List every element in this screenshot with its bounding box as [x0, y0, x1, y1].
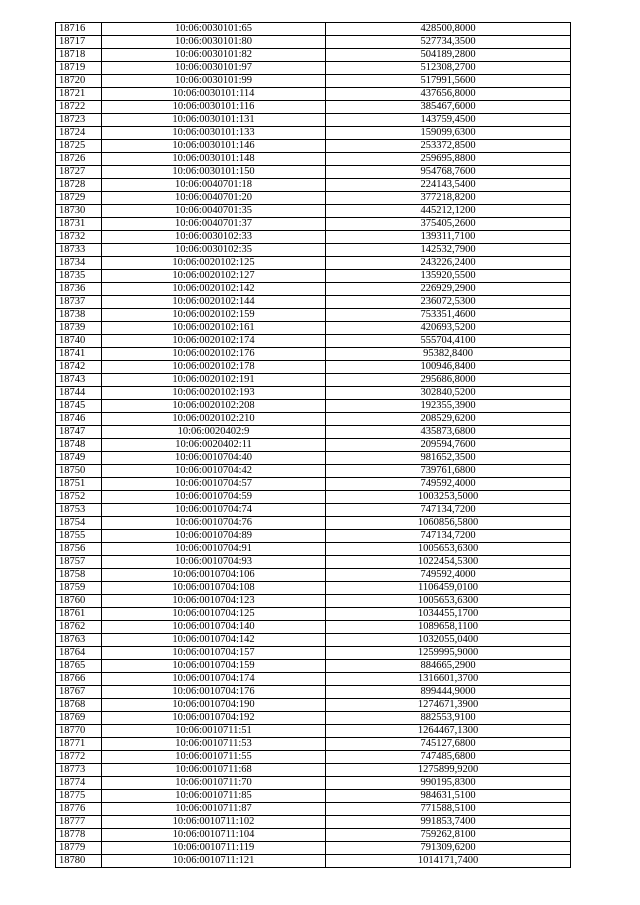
value-cell: 512308,2700: [326, 62, 571, 75]
cadastral-number-cell: 10:06:0030101:148: [102, 153, 326, 166]
cadastral-number-cell: 10:06:0030101:146: [102, 140, 326, 153]
cadastral-number-cell: 10:06:0010711:68: [102, 764, 326, 777]
table-row: [56, 660, 571, 673]
table-row: [56, 231, 571, 244]
value-cell: 899444,9000: [326, 686, 571, 699]
value-cell: 437656,8000: [326, 88, 571, 101]
cadastral-number-cell: 10:06:0020102:191: [102, 374, 326, 387]
value-cell: 990195,8300: [326, 777, 571, 790]
row-number-cell: 18735: [56, 270, 102, 283]
value-cell: 236072,5300: [326, 296, 571, 309]
value-cell: 555704,4100: [326, 335, 571, 348]
cadastral-number-cell: 10:06:0010704:174: [102, 673, 326, 686]
value-cell: 884665,2900: [326, 660, 571, 673]
table-row: [56, 842, 571, 855]
cadastral-number-cell: 10:06:0010704:76: [102, 517, 326, 530]
cadastral-number-cell: 10:06:0010704:93: [102, 556, 326, 569]
table-row: [56, 127, 571, 140]
table-row: [56, 153, 571, 166]
table-row: [56, 296, 571, 309]
cadastral-number-cell: 10:06:0010704:89: [102, 530, 326, 543]
value-cell: 749592,4000: [326, 569, 571, 582]
value-cell: 420693,5200: [326, 322, 571, 335]
table-row: [56, 309, 571, 322]
table-body: [56, 23, 571, 868]
row-number-cell: 18746: [56, 413, 102, 426]
table-row: [56, 465, 571, 478]
table-row: [56, 374, 571, 387]
row-number-cell: 18766: [56, 673, 102, 686]
value-cell: 747134,7200: [326, 530, 571, 543]
cadastral-number-cell: 10:06:0020102:176: [102, 348, 326, 361]
row-number-cell: 18770: [56, 725, 102, 738]
table-row: [56, 829, 571, 842]
row-number-cell: 18724: [56, 127, 102, 140]
cadastral-number-cell: 10:06:0020102:127: [102, 270, 326, 283]
row-number-cell: 18743: [56, 374, 102, 387]
table-row: [56, 140, 571, 153]
cadastral-number-cell: 10:06:0010704:108: [102, 582, 326, 595]
table-row: [56, 686, 571, 699]
value-cell: 1089658,1100: [326, 621, 571, 634]
cadastral-number-cell: 10:06:0010704:142: [102, 634, 326, 647]
row-number-cell: 18716: [56, 23, 102, 36]
cadastral-number-cell: 10:06:0010711:121: [102, 855, 326, 868]
cadastral-number-cell: 10:06:0010711:51: [102, 725, 326, 738]
table-row: [56, 608, 571, 621]
row-number-cell: 18748: [56, 439, 102, 452]
table-row: [56, 712, 571, 725]
cadastral-number-cell: 10:06:0010711:87: [102, 803, 326, 816]
row-number-cell: 18730: [56, 205, 102, 218]
table-row: [56, 413, 571, 426]
row-number-cell: 18741: [56, 348, 102, 361]
row-number-cell: 18760: [56, 595, 102, 608]
value-cell: 375405,2600: [326, 218, 571, 231]
table-row: [56, 816, 571, 829]
table-row: [56, 647, 571, 660]
table-row: [56, 491, 571, 504]
row-number-cell: 18755: [56, 530, 102, 543]
cadastral-number-cell: 10:06:0030101:82: [102, 49, 326, 62]
row-number-cell: 18745: [56, 400, 102, 413]
cadastral-number-cell: 10:06:0010711:85: [102, 790, 326, 803]
row-number-cell: 18759: [56, 582, 102, 595]
table-row: [56, 777, 571, 790]
value-cell: 791309,6200: [326, 842, 571, 855]
value-cell: 1106459,0100: [326, 582, 571, 595]
value-cell: 253372,8500: [326, 140, 571, 153]
row-number-cell: 18769: [56, 712, 102, 725]
row-number-cell: 18740: [56, 335, 102, 348]
cadastral-number-cell: 10:06:0010704:159: [102, 660, 326, 673]
table-row: [56, 387, 571, 400]
value-cell: 749592,4000: [326, 478, 571, 491]
cadastral-number-cell: 10:06:0010704:157: [102, 647, 326, 660]
table-row: [56, 556, 571, 569]
table-row: [56, 361, 571, 374]
table-row: [56, 543, 571, 556]
value-cell: 1005653,6300: [326, 595, 571, 608]
table-row: [56, 764, 571, 777]
value-cell: 753351,4600: [326, 309, 571, 322]
value-cell: 1274671,3900: [326, 699, 571, 712]
table-row: [56, 426, 571, 439]
cadastral-number-cell: 10:06:0010711:70: [102, 777, 326, 790]
table-row: [56, 504, 571, 517]
cadastral-number-cell: 10:06:0030101:97: [102, 62, 326, 75]
row-number-cell: 18779: [56, 842, 102, 855]
cadastral-number-cell: 10:06:0030101:99: [102, 75, 326, 88]
cadastral-number-cell: 10:06:0030101:65: [102, 23, 326, 36]
table-row: [56, 49, 571, 62]
value-cell: 1259995,9000: [326, 647, 571, 660]
cadastral-number-cell: 10:06:0010704:74: [102, 504, 326, 517]
table-row: [56, 673, 571, 686]
cadastral-number-cell: 10:06:0020102:210: [102, 413, 326, 426]
cadastral-number-cell: 10:06:0020402:9: [102, 426, 326, 439]
row-number-cell: 18764: [56, 647, 102, 660]
row-number-cell: 18767: [56, 686, 102, 699]
value-cell: 208529,6200: [326, 413, 571, 426]
cadastral-number-cell: 10:06:0020102:161: [102, 322, 326, 335]
value-cell: 224143,5400: [326, 179, 571, 192]
value-cell: 135920,5500: [326, 270, 571, 283]
cadastral-number-cell: 10:06:0040701:18: [102, 179, 326, 192]
table-row: [56, 855, 571, 868]
table-row: [56, 751, 571, 764]
row-number-cell: 18729: [56, 192, 102, 205]
cadastral-number-cell: 10:06:0010704:42: [102, 465, 326, 478]
value-cell: 1032055,0400: [326, 634, 571, 647]
cadastral-number-cell: 10:06:0010704:176: [102, 686, 326, 699]
cadastral-number-cell: 10:06:0020102:178: [102, 361, 326, 374]
value-cell: 747134,7200: [326, 504, 571, 517]
value-cell: 192355,3900: [326, 400, 571, 413]
value-cell: 759262,8100: [326, 829, 571, 842]
row-number-cell: 18736: [56, 283, 102, 296]
cadastral-number-cell: 10:06:0010704:106: [102, 569, 326, 582]
cadastral-number-cell: 10:06:0010704:125: [102, 608, 326, 621]
cadastral-number-cell: 10:06:0030101:150: [102, 166, 326, 179]
row-number-cell: 18725: [56, 140, 102, 153]
value-cell: 981652,3500: [326, 452, 571, 465]
row-number-cell: 18718: [56, 49, 102, 62]
row-number-cell: 18723: [56, 114, 102, 127]
cadastral-number-cell: 10:06:0010704:57: [102, 478, 326, 491]
value-cell: 142532,7900: [326, 244, 571, 257]
value-cell: 385467,6000: [326, 101, 571, 114]
row-number-cell: 18765: [56, 660, 102, 673]
row-number-cell: 18757: [56, 556, 102, 569]
value-cell: 226929,2900: [326, 283, 571, 296]
row-number-cell: 18728: [56, 179, 102, 192]
table-row: [56, 478, 571, 491]
table-row: [56, 270, 571, 283]
value-cell: 739761,6800: [326, 465, 571, 478]
row-number-cell: 18773: [56, 764, 102, 777]
value-cell: 445212,1200: [326, 205, 571, 218]
cadastral-number-cell: 10:06:0020102:174: [102, 335, 326, 348]
row-number-cell: 18763: [56, 634, 102, 647]
table-row: [56, 192, 571, 205]
row-number-cell: 18756: [56, 543, 102, 556]
value-cell: 747485,6800: [326, 751, 571, 764]
value-cell: 745127,6800: [326, 738, 571, 751]
value-cell: 377218,8200: [326, 192, 571, 205]
row-number-cell: 18719: [56, 62, 102, 75]
table-row: [56, 36, 571, 49]
cadastral-number-cell: 10:06:0030101:133: [102, 127, 326, 140]
row-number-cell: 18774: [56, 777, 102, 790]
value-cell: 243226,2400: [326, 257, 571, 270]
row-number-cell: 18731: [56, 218, 102, 231]
table-row: [56, 244, 571, 257]
row-number-cell: 18734: [56, 257, 102, 270]
cadastral-number-cell: 10:06:0010711:53: [102, 738, 326, 751]
value-cell: 954768,7600: [326, 166, 571, 179]
table-row: [56, 23, 571, 36]
value-cell: 1003253,5000: [326, 491, 571, 504]
table-row: [56, 257, 571, 270]
row-number-cell: 18721: [56, 88, 102, 101]
value-cell: 991853,7400: [326, 816, 571, 829]
cadastral-number-cell: 10:06:0010704:190: [102, 699, 326, 712]
cadastral-number-cell: 10:06:0010704:59: [102, 491, 326, 504]
row-number-cell: 18744: [56, 387, 102, 400]
row-number-cell: 18739: [56, 322, 102, 335]
value-cell: 143759,4500: [326, 114, 571, 127]
cadastral-number-cell: 10:06:0030102:35: [102, 244, 326, 257]
value-cell: 259695,8800: [326, 153, 571, 166]
cadastral-number-cell: 10:06:0040701:35: [102, 205, 326, 218]
cadastral-number-cell: 10:06:0010704:91: [102, 543, 326, 556]
cadastral-number-cell: 10:06:0030102:33: [102, 231, 326, 244]
table-row: [56, 348, 571, 361]
table-row: [56, 582, 571, 595]
row-number-cell: 18717: [56, 36, 102, 49]
cadastral-number-cell: 10:06:0010711:102: [102, 816, 326, 829]
cadastral-number-cell: 10:06:0020102:144: [102, 296, 326, 309]
value-cell: 527734,3500: [326, 36, 571, 49]
value-cell: 771588,5100: [326, 803, 571, 816]
cadastral-number-cell: 10:06:0020102:142: [102, 283, 326, 296]
row-number-cell: 18747: [56, 426, 102, 439]
row-number-cell: 18742: [56, 361, 102, 374]
table-row: [56, 634, 571, 647]
cadastral-number-cell: 10:06:0010704:192: [102, 712, 326, 725]
value-cell: 302840,5200: [326, 387, 571, 400]
value-cell: 882553,9100: [326, 712, 571, 725]
cadastral-number-cell: 10:06:0030101:114: [102, 88, 326, 101]
value-cell: 139311,7100: [326, 231, 571, 244]
row-number-cell: 18780: [56, 855, 102, 868]
value-cell: 209594,7600: [326, 439, 571, 452]
cadastral-number-cell: 10:06:0020102:208: [102, 400, 326, 413]
table-row: [56, 179, 571, 192]
row-number-cell: 18771: [56, 738, 102, 751]
value-cell: 1022454,5300: [326, 556, 571, 569]
table-row: [56, 166, 571, 179]
table-row: [56, 88, 571, 101]
table-row: [56, 569, 571, 582]
value-cell: 517991,5600: [326, 75, 571, 88]
table-row: [56, 699, 571, 712]
value-cell: 295686,8000: [326, 374, 571, 387]
table-row: [56, 101, 571, 114]
row-number-cell: 18758: [56, 569, 102, 582]
cadastral-number-cell: 10:06:0040701:20: [102, 192, 326, 205]
value-cell: 1264467,1300: [326, 725, 571, 738]
value-cell: 428500,8000: [326, 23, 571, 36]
table-row: [56, 439, 571, 452]
table-row: [56, 283, 571, 296]
cadastral-number-cell: 10:06:0030101:116: [102, 101, 326, 114]
row-number-cell: 18778: [56, 829, 102, 842]
row-number-cell: 18749: [56, 452, 102, 465]
row-number-cell: 18750: [56, 465, 102, 478]
row-number-cell: 18754: [56, 517, 102, 530]
row-number-cell: 18762: [56, 621, 102, 634]
table-row: [56, 452, 571, 465]
table-row: [56, 725, 571, 738]
table-row: [56, 114, 571, 127]
table-row: [56, 75, 571, 88]
row-number-cell: 18751: [56, 478, 102, 491]
row-number-cell: 18722: [56, 101, 102, 114]
table-row: [56, 530, 571, 543]
row-number-cell: 18752: [56, 491, 102, 504]
row-number-cell: 18732: [56, 231, 102, 244]
table-row: [56, 335, 571, 348]
value-cell: 1034455,1700: [326, 608, 571, 621]
row-number-cell: 18777: [56, 816, 102, 829]
value-cell: 1005653,6300: [326, 543, 571, 556]
cadastral-number-cell: 10:06:0020102:193: [102, 387, 326, 400]
cadastral-number-cell: 10:06:0020102:125: [102, 257, 326, 270]
table-row: [56, 595, 571, 608]
cadastral-number-cell: 10:06:0020402:11: [102, 439, 326, 452]
cadastral-number-cell: 10:06:0030101:80: [102, 36, 326, 49]
row-number-cell: 18727: [56, 166, 102, 179]
value-cell: 1014171,7400: [326, 855, 571, 868]
cadastral-number-cell: 10:06:0010711:55: [102, 751, 326, 764]
row-number-cell: 18776: [56, 803, 102, 816]
value-cell: 100946,8400: [326, 361, 571, 374]
row-number-cell: 18720: [56, 75, 102, 88]
table-row: [56, 738, 571, 751]
row-number-cell: 18772: [56, 751, 102, 764]
row-number-cell: 18768: [56, 699, 102, 712]
value-cell: 1316601,3700: [326, 673, 571, 686]
cadastral-number-cell: 10:06:0010711:104: [102, 829, 326, 842]
cadastral-number-cell: 10:06:0040701:37: [102, 218, 326, 231]
row-number-cell: 18761: [56, 608, 102, 621]
value-cell: 1060856,5800: [326, 517, 571, 530]
table-row: [56, 62, 571, 75]
table-row: [56, 218, 571, 231]
cadastral-number-cell: 10:06:0010711:119: [102, 842, 326, 855]
cadastral-number-cell: 10:06:0030101:131: [102, 114, 326, 127]
value-cell: 1275899,9200: [326, 764, 571, 777]
table-row: [56, 322, 571, 335]
row-number-cell: 18775: [56, 790, 102, 803]
cadastral-number-cell: 10:06:0010704:40: [102, 452, 326, 465]
table-row: [56, 621, 571, 634]
cadastral-number-cell: 10:06:0020102:159: [102, 309, 326, 322]
row-number-cell: 18726: [56, 153, 102, 166]
cadastral-number-cell: 10:06:0010704:140: [102, 621, 326, 634]
table-row: [56, 400, 571, 413]
value-cell: 435873,6800: [326, 426, 571, 439]
row-number-cell: 18738: [56, 309, 102, 322]
value-cell: 504189,2800: [326, 49, 571, 62]
table-row: [56, 803, 571, 816]
value-cell: 159099,6300: [326, 127, 571, 140]
table-row: [56, 517, 571, 530]
cadastral-number-cell: 10:06:0010704:123: [102, 595, 326, 608]
value-cell: 95382,8400: [326, 348, 571, 361]
table-row: [56, 790, 571, 803]
data-table: [55, 22, 571, 868]
value-cell: 984631,5100: [326, 790, 571, 803]
row-number-cell: 18737: [56, 296, 102, 309]
row-number-cell: 18733: [56, 244, 102, 257]
table-row: [56, 205, 571, 218]
row-number-cell: 18753: [56, 504, 102, 517]
